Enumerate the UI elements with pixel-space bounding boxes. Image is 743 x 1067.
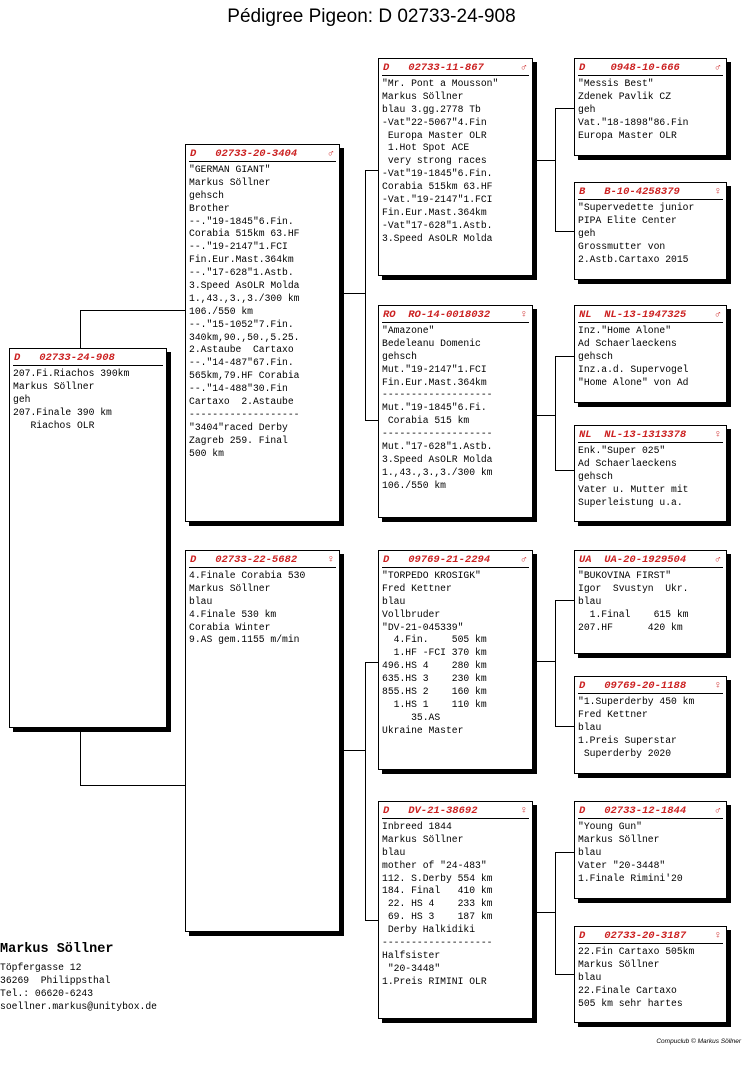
connector-line	[365, 662, 378, 663]
connector-line	[555, 231, 574, 232]
detail-line: -Vat"22-5067"4.Fin	[382, 116, 487, 128]
detail-line: 855.HS 2 160 km	[382, 686, 487, 698]
connector-line	[555, 108, 556, 231]
detail-line: 2.Astb.Cartaxo 2015	[578, 253, 689, 265]
connector-line	[340, 293, 366, 294]
sex-symbol: ♀	[714, 186, 721, 198]
connector-line	[555, 108, 574, 109]
pigeon-details	[189, 568, 336, 647]
detail-line: 36269 Philippsthal	[0, 974, 111, 986]
connector-line	[555, 470, 574, 471]
sex-symbol: ♀	[714, 680, 721, 692]
pigeon-details	[382, 568, 529, 738]
detail-line: gehsch	[578, 470, 613, 482]
detail-line: "Amazone"	[382, 325, 435, 336]
detail-line: --."19-1845"6.Fin.	[189, 215, 294, 227]
ring-number: D 02733-20-3404 ♂	[190, 148, 334, 160]
detail-line: Markus Söllner	[189, 582, 271, 594]
detail-line: gehsch	[382, 350, 417, 362]
pigeon-details	[382, 323, 529, 493]
pigeon-card-sdd[interactable]	[574, 425, 727, 522]
pigeon-card-sire[interactable]	[185, 144, 340, 522]
detail-line: Enk."Super 025"	[578, 445, 666, 456]
connector-line	[80, 785, 185, 786]
detail-line: "DV-21-045339"	[382, 621, 464, 633]
detail-line: blau	[382, 846, 406, 858]
detail-line: 22. HS 4 233 km	[382, 898, 493, 910]
ring-number: D 02733-24-908	[13, 351, 163, 366]
detail-line: Corabia 515km 63.HF	[189, 228, 300, 240]
detail-line: "Home Alone" von Ad	[578, 376, 689, 388]
detail-line: Vater "20-3448"	[578, 859, 666, 871]
sex-symbol: ♂	[714, 554, 721, 566]
detail-line: -------------------	[382, 389, 493, 401]
sex-symbol: ♂	[714, 309, 721, 321]
detail-line: --."17-628"1.Astb.	[189, 267, 294, 279]
detail-line: blau	[578, 971, 602, 983]
detail-line: Inz."Home Alone"	[578, 325, 672, 336]
detail-line: "TORPEDO KROSIGK"	[382, 570, 481, 581]
connector-line	[533, 415, 555, 416]
detail-line: Ad Schaerlaeckens	[578, 457, 677, 469]
pigeon-details	[578, 323, 723, 389]
detail-line: 3.Speed AsOLR Molda	[382, 453, 493, 465]
detail-line: 1.Hot Spot ACE	[382, 142, 470, 154]
page-title: Pédigree Pigeon: D 02733-24-908	[227, 6, 516, 27]
detail-line: Markus Söllner	[578, 833, 660, 845]
sex-symbol: ♂	[520, 62, 527, 74]
detail-line: Markus Söllner	[189, 176, 271, 188]
ring-number: D 02733-22-5682 ♀	[190, 554, 334, 566]
detail-line: --."14-488"30.Fin	[189, 383, 288, 395]
detail-line: 184. Final 410 km	[382, 885, 493, 897]
breeder-name: Markus Söllner	[0, 942, 114, 957]
detail-line: PIPA Elite Center	[578, 214, 677, 226]
detail-line: 3.Speed AsOLR Molda	[189, 280, 300, 292]
pigeon-details	[578, 944, 723, 1010]
detail-line: Brother	[189, 202, 230, 214]
detail-line: Tel.: 06620-6243	[0, 987, 94, 999]
detail-line: Corabia 515 km	[382, 415, 470, 427]
pigeon-card-sss[interactable]	[574, 58, 727, 156]
detail-line: mother of "24-483"	[382, 859, 487, 871]
ring-number: D 0948-10-666 ♂	[579, 62, 721, 74]
detail-line: "Supervedette junior	[578, 202, 695, 213]
detail-line: 22.Finale Cartaxo	[578, 984, 677, 996]
detail-line: Markus Söllner	[382, 833, 464, 845]
detail-line: Vater u. Mutter mit	[578, 483, 689, 495]
detail-line: blau 3.gg.2778 Tb	[382, 103, 481, 115]
detail-line: Derby Halkidiki	[382, 924, 476, 936]
detail-line: 112. S.Derby 554 km	[382, 872, 493, 884]
detail-line: 1.,43.,3.,3./300 km	[189, 292, 300, 304]
connector-line	[365, 920, 378, 921]
detail-line: soellner.markus@unitybox.de	[0, 1000, 157, 1012]
ring-number: D 02733-12-1844 ♂	[579, 805, 721, 817]
detail-line: Mut."19-1845"6.Fi.	[382, 402, 487, 414]
detail-line: 1.HF -FCI 370 km	[382, 647, 487, 659]
connector-line	[80, 728, 81, 786]
pigeon-card-sire-sire[interactable]	[378, 58, 533, 276]
detail-line: 1.Final 615 km	[578, 608, 689, 620]
detail-line: blau	[578, 595, 602, 607]
connector-line	[555, 600, 556, 726]
pigeon-details	[578, 568, 723, 634]
ring-number: B B-10-4258379 ♀	[579, 186, 721, 198]
pigeon-details	[578, 200, 723, 266]
detail-line: Igor Svustyn Ukr.	[578, 582, 689, 594]
pigeon-card-dam[interactable]	[185, 550, 340, 932]
pigeon-card-ssd[interactable]	[574, 182, 727, 280]
detail-line: 106./550 km	[189, 305, 253, 317]
detail-line: "3404"raced Derby	[189, 421, 288, 433]
detail-line: Grossmutter von	[578, 240, 666, 252]
pigeon-details	[578, 819, 723, 885]
detail-line: -------------------	[189, 408, 300, 420]
detail-line: 3.Speed AsOLR Molda	[382, 232, 493, 244]
detail-line: Europa Master OLR	[578, 129, 677, 141]
detail-line: blau	[578, 721, 602, 733]
pigeon-card-sds[interactable]	[574, 305, 727, 403]
pigeon-card-dam-dam[interactable]	[378, 801, 533, 1019]
detail-line: Zagreb 259. Final	[189, 434, 288, 446]
detail-line: Halfsister	[382, 949, 441, 961]
connector-line	[555, 852, 574, 853]
detail-line: 4.Finale Corabia 530	[189, 570, 306, 581]
detail-line: Fred Kettner	[382, 582, 452, 594]
pigeon-details	[578, 443, 723, 509]
detail-line: Bedeleanu Domenic	[382, 337, 481, 349]
detail-line: -Vat"19-1845"6.Fin.	[382, 168, 493, 180]
ring-number: D 02733-11-867 ♂	[383, 62, 527, 74]
connector-line	[80, 310, 185, 311]
sex-symbol: ♂	[520, 554, 527, 566]
sex-symbol: ♀	[520, 805, 527, 817]
detail-line: 207.Fi.Riachos 390km	[13, 368, 130, 379]
pigeon-details	[13, 366, 163, 432]
sex-symbol: ♀	[520, 309, 527, 321]
detail-line: blau	[578, 846, 602, 858]
detail-line: "1.Superderby 450 km	[578, 696, 695, 707]
detail-line: Markus Söllner	[13, 380, 95, 392]
detail-line: "Mr. Pont a Mousson"	[382, 78, 499, 89]
connector-line	[555, 852, 556, 974]
pigeon-details	[189, 162, 336, 460]
detail-line: -------------------	[382, 937, 493, 949]
detail-line: gehsch	[578, 350, 613, 362]
detail-line: 1.Finale Rimini'20	[578, 872, 683, 884]
detail-line: 4.Fin. 505 km	[382, 634, 487, 646]
detail-line: Inbreed 1844	[382, 821, 452, 832]
connector-line	[555, 726, 574, 727]
detail-line: Mut."19-2147"1.FCI	[382, 363, 487, 375]
detail-line: Corabia Winter	[189, 621, 271, 633]
pigeon-card-sire-dam[interactable]	[378, 305, 533, 518]
ring-number: D 09769-20-1188 ♀	[579, 680, 721, 692]
detail-line: -Vat."19-2147"1.FCI	[382, 194, 493, 206]
detail-line: Corabia 515km 63.HF	[382, 181, 493, 193]
detail-line: 496.HS 4 280 km	[382, 660, 487, 672]
detail-line: geh	[578, 227, 596, 239]
detail-line: 207.HF 420 km	[578, 621, 683, 633]
detail-line: Markus Söllner	[382, 90, 464, 102]
detail-line: Fin.Eur.Mast.364km	[382, 206, 487, 218]
detail-line: "Young Gun"	[578, 821, 642, 832]
detail-line: Inz.a.d. Supervogel	[578, 363, 689, 375]
detail-line: geh	[13, 393, 31, 405]
detail-line: Zdenek Pavlik CZ	[578, 90, 672, 102]
ring-number: D DV-21-38692 ♀	[383, 805, 527, 817]
detail-line: Riachos OLR	[13, 419, 95, 431]
sex-symbol: ♂	[714, 805, 721, 817]
detail-line: Superleistung u.a.	[578, 496, 683, 508]
detail-line: geh	[578, 103, 596, 115]
ring-number: D 09769-21-2294 ♂	[383, 554, 527, 566]
connector-line	[533, 661, 555, 662]
sex-symbol: ♂	[327, 148, 334, 160]
pigeon-details	[382, 76, 529, 246]
detail-line: Mut."17-628"1.Astb.	[382, 441, 493, 453]
ring-number: D 02733-20-3187 ♀	[579, 930, 721, 942]
detail-line: Ad Schaerlaeckens	[578, 337, 677, 349]
detail-line: 207.Finale 390 km	[13, 406, 112, 418]
detail-line: Fin.Eur.Mast.364km	[382, 376, 487, 388]
detail-line: 505 km sehr hartes	[578, 997, 683, 1009]
detail-line: "GERMAN GIANT"	[189, 164, 271, 175]
detail-line: --."14-487"67.Fin.	[189, 357, 294, 369]
ring-number: UA UA-20-1929504 ♂	[579, 554, 721, 566]
detail-line: Cartaxo 2.Astaube	[189, 396, 294, 408]
detail-line: gehsch	[189, 189, 224, 201]
detail-line: Vat."18-1898"86.Fin	[578, 116, 689, 128]
connector-line	[365, 170, 378, 171]
connector-line	[555, 600, 574, 601]
detail-line: 9.AS gem.1155 m/min	[189, 634, 300, 646]
detail-line: "Messis Best"	[578, 78, 654, 89]
sex-symbol: ♀	[714, 429, 721, 441]
connector-line	[365, 420, 378, 421]
detail-line: 635.HS 3 230 km	[382, 673, 487, 685]
detail-line: 340km,90.,50.,5.25.	[189, 331, 300, 343]
pigeon-card-dds[interactable]	[574, 801, 727, 899]
detail-line: 1.Preis RIMINI OLR	[382, 975, 487, 987]
detail-line: blau	[382, 595, 406, 607]
detail-line: Europa Master OLR	[382, 129, 487, 141]
detail-line: 565km,79.HF Corabia	[189, 370, 300, 382]
detail-line: 35.AS	[382, 711, 441, 723]
detail-line: very strong races	[382, 155, 487, 167]
detail-line: Fin.Eur.Mast.364km	[189, 254, 294, 266]
detail-line: -------------------	[382, 428, 493, 440]
detail-line: blau	[189, 595, 213, 607]
detail-line: 1.Preis Superstar	[578, 734, 677, 746]
detail-line: 2.Astaube Cartaxo	[189, 344, 294, 356]
detail-line: -Vat"17-628"1.Astb.	[382, 219, 493, 231]
detail-line: Fred Kettner	[578, 708, 648, 720]
ring-number: NL NL-13-1313378 ♀	[579, 429, 721, 441]
detail-line: Töpfergasse 12	[0, 962, 82, 973]
detail-line: 1.,43.,3.,3./300 km	[382, 466, 493, 478]
copyright-footer: Compuclub © Markus Söllner	[656, 1038, 741, 1045]
connector-line	[365, 170, 366, 420]
pigeon-card-dam-sire[interactable]	[378, 550, 533, 770]
ring-number: RO RO-14-0018032 ♀	[383, 309, 527, 321]
breeder-info	[0, 942, 157, 1013]
detail-line: 500 km	[189, 447, 224, 459]
detail-line: 22.Fin Cartaxo 505km	[578, 946, 695, 957]
detail-line: 69. HS 3 187 km	[382, 911, 493, 923]
connector-line	[80, 310, 81, 348]
detail-line: 106./550 km	[382, 479, 446, 491]
detail-line: Markus Söllner	[578, 958, 660, 970]
detail-line: --."15-1052"7.Fin.	[189, 318, 294, 330]
sex-symbol: ♂	[714, 62, 721, 74]
detail-line: "BUKOVINA FIRST"	[578, 570, 672, 581]
connector-line	[555, 356, 556, 470]
detail-line: 1.HS 1 110 km	[382, 698, 487, 710]
pigeon-details	[578, 694, 723, 760]
connector-line	[533, 160, 555, 161]
detail-line: Vollbruder	[382, 608, 441, 620]
detail-line: 4.Finale 530 km	[189, 608, 277, 620]
connector-line	[555, 974, 574, 975]
connector-line	[365, 662, 366, 920]
pigeon-card-dss[interactable]	[574, 550, 727, 654]
pigeon-details	[382, 819, 529, 989]
sex-symbol: ♀	[714, 930, 721, 942]
breeder-address	[0, 961, 157, 1013]
detail-line: Ukraine Master	[382, 724, 464, 736]
pigeon-card-ddd[interactable]	[574, 926, 727, 1023]
pigeon-card-subject[interactable]	[9, 348, 167, 728]
pigeon-card-dsd[interactable]	[574, 676, 727, 774]
connector-line	[533, 912, 555, 913]
pigeon-details	[578, 76, 723, 142]
detail-line: --."19-2147"1.FCI	[189, 241, 288, 253]
sex-symbol: ♀	[327, 554, 334, 566]
connector-line	[340, 750, 366, 751]
detail-line: "20-3448"	[382, 962, 441, 974]
ring-number: NL NL-13-1947325 ♂	[579, 309, 721, 321]
detail-line: Superderby 2020	[578, 747, 672, 759]
connector-line	[555, 356, 574, 357]
